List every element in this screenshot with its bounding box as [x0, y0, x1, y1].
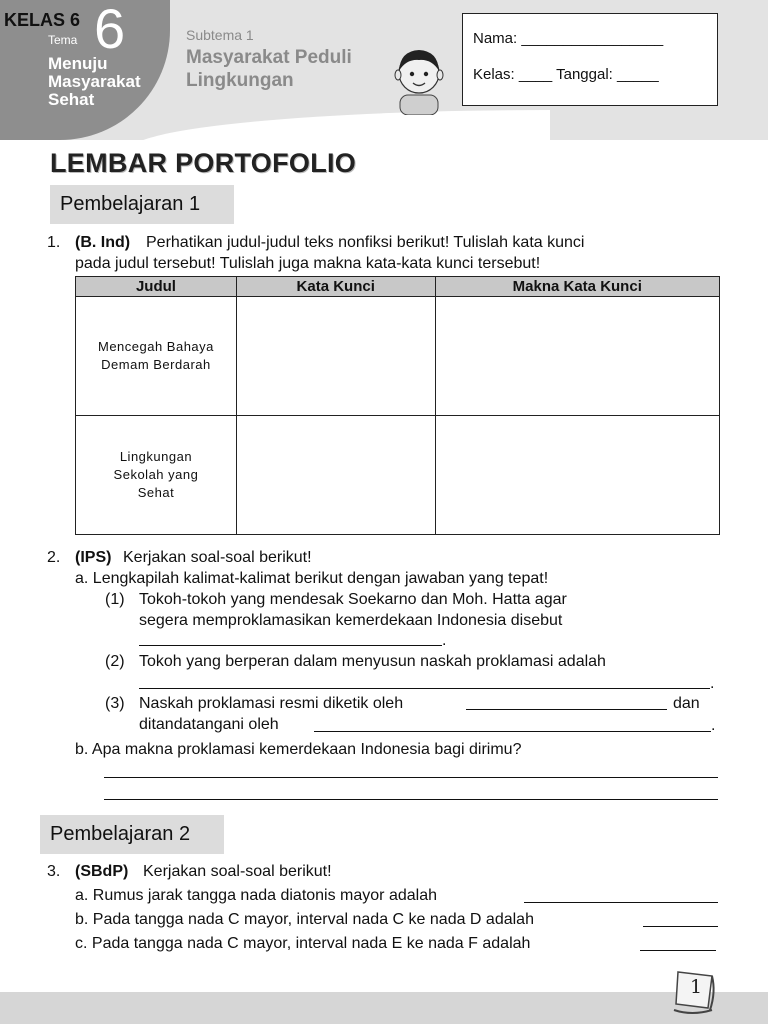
table-cell-kata-kunci[interactable]: [236, 297, 435, 416]
q1-number: 1.: [47, 234, 61, 251]
answer-line[interactable]: [643, 926, 718, 927]
q2-number: 2.: [47, 549, 61, 566]
q3-a: a. Rumus jarak tangga nada diatonis mayor adalah: [75, 887, 437, 904]
table-header-row: [76, 277, 720, 297]
answer-line[interactable]: [524, 902, 718, 903]
period: .: [442, 632, 447, 649]
q1-line2: pada judul tersebut! Tulislah juga makna kata-kata kunci tersebut!: [75, 255, 541, 272]
footer-band: [0, 992, 768, 1024]
subtema-label: Subtema 1: [186, 27, 254, 43]
section-heading-2: Pembelajaran 2: [40, 815, 224, 854]
q2-a1-line1: Tokoh-tokoh yang mendesak Soekarno dan Moh. Hatta agar: [139, 591, 567, 608]
nama-field[interactable]: Nama: _________________: [473, 30, 664, 47]
page-title: LEMBAR PORTOFOLIO: [50, 148, 357, 178]
kelas-tanggal-field[interactable]: Kelas: ____ Tanggal: _____: [473, 66, 659, 83]
keyword-table: [75, 276, 720, 535]
identity-box: [462, 13, 718, 106]
q2-a3-number: (3): [105, 695, 125, 712]
table-row: [76, 297, 720, 416]
tema-title: Menuju Masyarakat Sehat: [48, 54, 141, 109]
table-cell-judul: Mencegah Bahaya Demam Berdarah: [76, 297, 237, 416]
q2-a3-dan: dan: [673, 695, 700, 712]
q2-a1-line2: segera memproklamasikan kemerdekaan Indonesia disebut: [139, 612, 563, 629]
table-row: [76, 416, 720, 535]
q2-a2-number: (2): [105, 653, 125, 670]
table-header-kata-kunci: Kata Kunci: [236, 277, 435, 297]
q1-subject: (B. Ind): [75, 234, 131, 251]
answer-line[interactable]: [104, 799, 718, 800]
table-header-judul: Judul: [76, 277, 237, 297]
table-cell-makna[interactable]: [435, 297, 719, 416]
q3-text: Kerjakan soal-soal berikut!: [143, 863, 332, 880]
answer-line[interactable]: [139, 645, 442, 646]
boy-illustration: [392, 45, 446, 115]
answer-line[interactable]: [466, 709, 667, 710]
q2-text: Kerjakan soal-soal berikut!: [123, 549, 312, 566]
q3-subject: (SBdP): [75, 863, 129, 880]
q3-c: c. Pada tangga nada C mayor, interval nada E ke nada F adalah: [75, 935, 531, 952]
q2-a3-line1: Naskah proklamasi resmi diketik oleh: [139, 695, 404, 712]
table-cell-kata-kunci[interactable]: [236, 416, 435, 535]
q2-a2-line1: Tokoh yang berperan dalam menyusun naskah proklamasi adalah: [139, 653, 606, 670]
answer-line[interactable]: [104, 777, 718, 778]
tema-number: 6: [94, 0, 126, 60]
tema-label: Tema: [48, 33, 78, 47]
q3-b: b. Pada tangga nada C mayor, interval nada C ke nada D adalah: [75, 911, 534, 928]
q2-a: a. Lengkapilah kalimat-kalimat berikut dengan jawaban yang tepat!: [75, 570, 549, 587]
period: .: [711, 717, 716, 734]
table-cell-judul: Lingkungan Sekolah yang Sehat: [76, 416, 237, 535]
page-number: 1: [690, 976, 703, 998]
answer-line[interactable]: [640, 950, 716, 951]
q2-b: b. Apa makna proklamasi kemerdekaan Indonesia bagi dirimu?: [75, 741, 522, 758]
q2-subject: (IPS): [75, 549, 112, 566]
q3-number: 3.: [47, 863, 61, 880]
table-cell-makna[interactable]: [435, 416, 719, 535]
q1-line1: Perhatikan judul-judul teks nonfiksi berikut! Tulislah kata kunci: [146, 234, 585, 251]
section-heading-1: Pembelajaran 1: [50, 185, 234, 224]
answer-line[interactable]: [314, 731, 711, 732]
answer-line[interactable]: [139, 688, 710, 689]
period: .: [710, 675, 715, 692]
kelas-label: KELAS 6: [4, 10, 81, 30]
subtema-title: Masyarakat Peduli Lingkungan: [186, 47, 352, 91]
q2-a3-line2: ditandatangani oleh: [139, 716, 279, 733]
table-header-makna: Makna Kata Kunci: [435, 277, 719, 297]
q2-a1-number: (1): [105, 591, 125, 608]
